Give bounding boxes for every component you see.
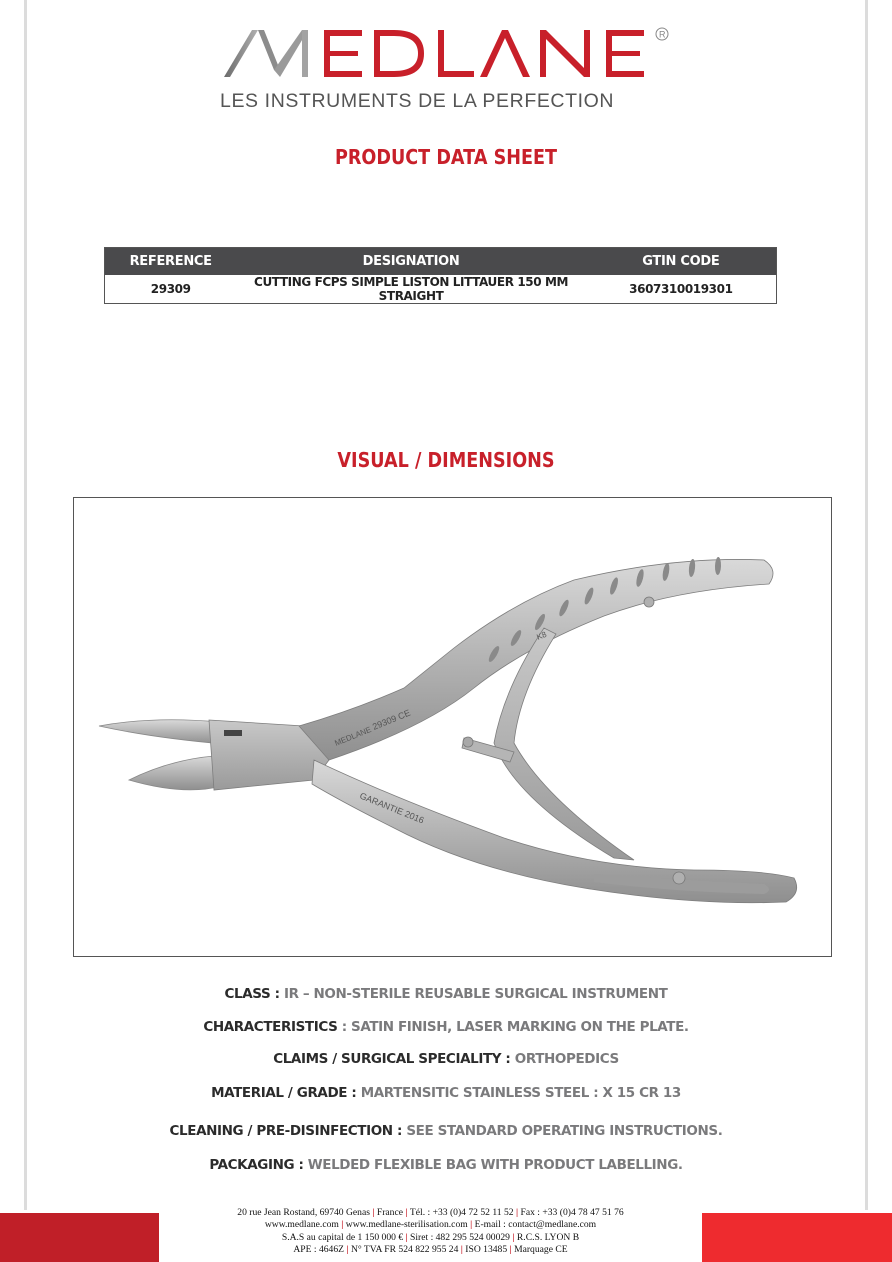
header-reference: REFERENCE [105, 248, 237, 275]
product-image-frame [73, 497, 832, 957]
table-row [105, 275, 777, 304]
spec-material [0, 1085, 892, 1101]
footer-line-web: www.medlane.com | www.medlane-sterilisation.com | E-mail : contact@medlane.com [264, 1219, 597, 1231]
brand-mark-engraving: MEDLANE [333, 725, 373, 748]
footer-siret: Siret : 482 295 524 00029 [410, 1231, 510, 1243]
footer-capital: S.A.S au capital de 1 150 000 € [281, 1231, 404, 1243]
footer-phone: Tél. : +33 (0)4 72 52 11 52 [409, 1207, 514, 1218]
footer-red-bar-left [0, 1213, 159, 1262]
medlane-logo [218, 22, 678, 117]
footer-line-address: 20 rue Jean Rostand, 69740 Genas | France | Tél. : +33 (0)4 72 52 11 52 | Fax : +33 (0)4 78 47 51 76 [237, 1207, 624, 1218]
footer-ce-marking: Marquage CE [514, 1244, 568, 1256]
footer-line-certification: APE : 4646Z | N° TVA FR 524 822 955 24 | ISO 13485 | Marquage CE [293, 1244, 568, 1256]
footer-vat: N° TVA FR 524 822 955 24 [350, 1244, 459, 1256]
spec-cleaning-label: CLEANING / PRE-DISINFECTION : [169, 1123, 403, 1139]
spec-material-value: MARTENSITIC STAINLESS STEEL : X 15 CR 13 [356, 1085, 681, 1101]
spec-material-label: MATERIAL / GRADE : [211, 1085, 357, 1101]
spec-characteristics-value: : SATIN FINISH, LASER MARKING ON THE PLATE. [337, 1019, 689, 1035]
visual-dimensions-title: VISUAL / DIMENSIONS [337, 448, 555, 472]
footer-contact-info [159, 1207, 702, 1257]
spec-characteristics-label: CHARACTERISTICS [203, 1019, 338, 1035]
cell-reference: 29309 [150, 281, 191, 296]
header-designation: DESIGNATION [236, 248, 585, 275]
registered-mark: R [659, 29, 666, 40]
footer-fax: Fax : +33 (0)4 78 47 51 76 [520, 1207, 624, 1218]
bone-cutter-illustration [74, 498, 832, 957]
product-data-sheet-title: PRODUCT DATA SHEET [334, 145, 558, 169]
reference-table [104, 247, 777, 304]
table-header-row [105, 248, 777, 275]
spec-claims-value: ORTHOPEDICS [510, 1051, 619, 1067]
footer-line-legal: S.A.S au capital de 1 150 000 € | Siret : 482 295 524 00029 | R.C.S. LYON B [281, 1231, 580, 1243]
medlane-wordmark [218, 22, 678, 92]
spec-class [0, 986, 892, 1002]
footer-website-link[interactable]: www.medlane.com [264, 1219, 339, 1231]
cell-designation: CUTTING FCPS SIMPLE LISTON LITTAUER 150 MM STRAIGHT [254, 274, 569, 303]
brand-tagline: LES INSTRUMENTS DE LA PERFECTION [220, 90, 615, 112]
spec-cleaning [0, 1123, 892, 1139]
spec-class-label: CLASS : [224, 986, 280, 1002]
footer-red-bar-right [702, 1213, 892, 1262]
code-mark-engraving: K8 [535, 629, 548, 642]
header-gtin-code: GTIN CODE [586, 248, 777, 275]
spec-packaging [0, 1157, 892, 1173]
footer-email-link[interactable]: E-mail : contact@medlane.com [474, 1219, 597, 1231]
spec-claims [0, 1051, 892, 1067]
footer-ape: APE : 4646Z [293, 1244, 345, 1256]
footer-address: 20 rue Jean Rostand, 69740 Genas [237, 1207, 370, 1218]
spec-cleaning-value: SEE STANDARD OPERATING INSTRUCTIONS. [402, 1123, 723, 1139]
ref-mark-engraving: 29309 CE [371, 707, 412, 732]
cell-gtin-code: 3607310019301 [629, 281, 733, 296]
spec-characteristics [0, 1019, 892, 1035]
footer-sterilisation-link[interactable]: www.medlane-sterilisation.com [345, 1219, 468, 1231]
spec-packaging-label: PACKAGING : [209, 1157, 304, 1173]
footer-iso: ISO 13485 [465, 1244, 508, 1256]
footer-country: France [376, 1207, 403, 1218]
spec-class-value: IR – NON-STERILE REUSABLE SURGICAL INSTRUMENT [279, 986, 668, 1002]
guarantee-mark-engraving: GARANTIE 2016 [358, 790, 426, 826]
spec-claims-label: CLAIMS / SURGICAL SPECIALITY : [273, 1051, 511, 1067]
spec-packaging-value: WELDED FLEXIBLE BAG WITH PRODUCT LABELLING. [303, 1157, 683, 1173]
footer-rcs: R.C.S. LYON B [516, 1231, 580, 1243]
